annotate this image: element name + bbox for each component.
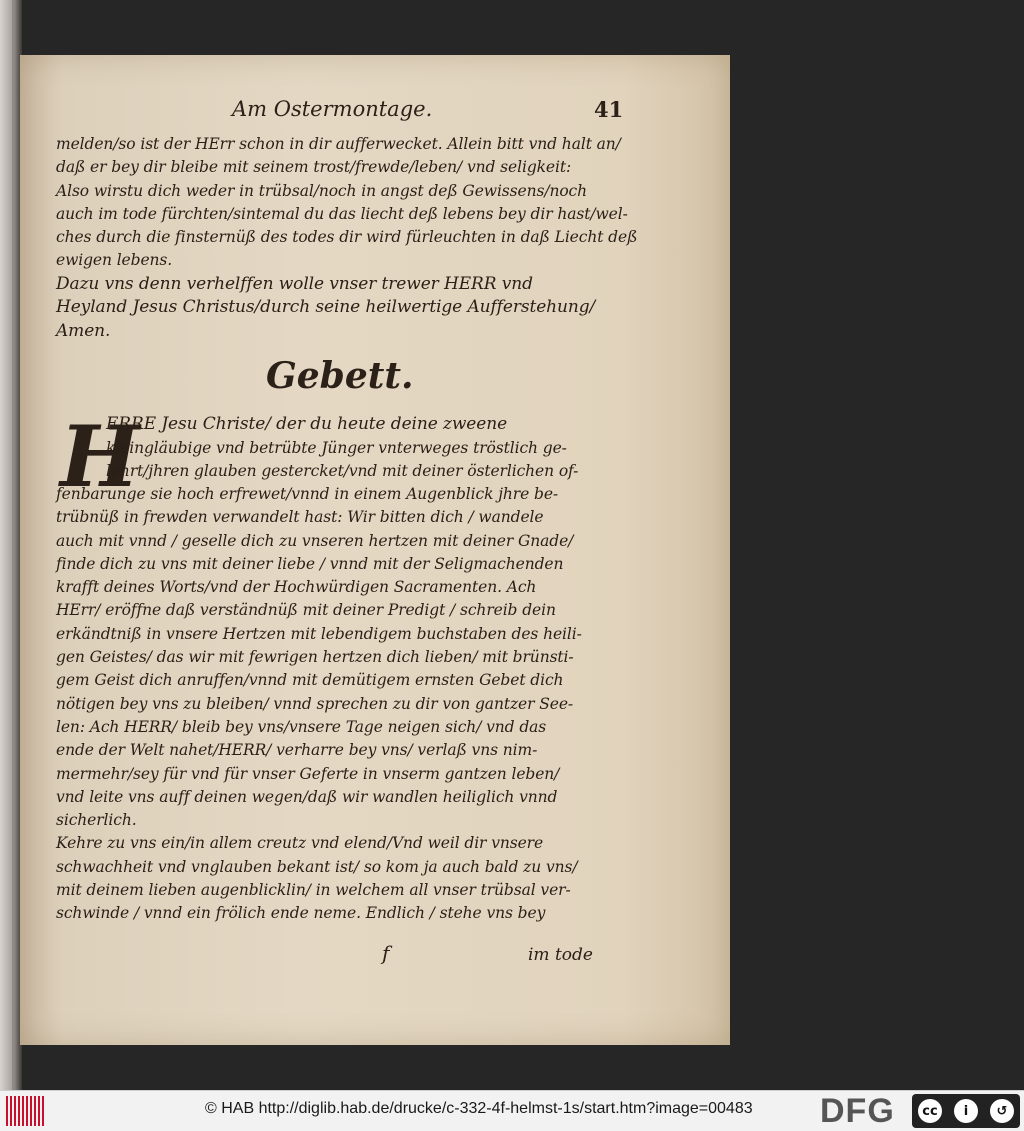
sermon-ending <box>56 133 638 344</box>
text-line: fenbarunge sie hoch erfrewet/vnnd in einem Augenblick jhre be- <box>56 485 559 503</box>
text-line: ewigen lebens. <box>56 251 173 270</box>
text-line: mit deinem lieben augenblicklin/ in welchem all vnser trübsal ver- <box>56 881 571 900</box>
cc-icon: cc <box>918 1099 942 1123</box>
text-line: HErr/ eröffne daß verständnüß mit deiner Predigt / schreib dein <box>56 601 556 620</box>
text-line: mermehr/sey für vnd für vnser Geferte in vnserm gantzen leben/ <box>56 764 560 783</box>
page-number: 41 <box>594 97 624 122</box>
prayer-first-lines <box>106 413 606 483</box>
signature-mark: f <box>382 941 390 965</box>
book-page <box>20 55 730 1045</box>
text-line: sicherlich. <box>56 811 137 830</box>
text-line: Heyland Jesus Christus/durch seine heilwertige Aufferstehung/ <box>56 297 596 318</box>
running-head: Am Ostermontage. <box>232 97 433 121</box>
text-line: gem Geist dich anruffen/vnnd mit demütigem ernsten Gebet dich <box>56 671 564 690</box>
text-line: kleingläubige vnd betrübte Jünger vnterweges tröstlich ge- <box>106 438 567 457</box>
text-line: Also wirstu dich weder in trübsal/noch in angst deß Gewissens/noch <box>56 181 588 200</box>
by-icon: i <box>954 1099 978 1123</box>
text-line: ERRE Jesu Christe/ der du heute deine zweene <box>106 414 508 434</box>
text-line: Amen. <box>56 320 111 341</box>
previous-page-edge <box>0 0 22 1090</box>
text-line: lehrt/jhren glauben gestercket/vnd mit deiner österlichen of- <box>106 461 579 480</box>
text-line: Dazu vns denn verhelffen wolle vnser trewer HERR vnd <box>56 273 533 294</box>
initial-letter: H <box>60 407 140 506</box>
text-line: schwachheit vnd vnglauben bekant ist/ so kom ja auch bald zu vns/ <box>56 857 578 876</box>
page-edge-line <box>12 0 14 1090</box>
hab-barcode-icon <box>6 1096 46 1126</box>
sa-icon: ↺ <box>990 1099 1014 1123</box>
cc-license-badge[interactable] <box>912 1094 1020 1128</box>
text-line: erkändtniß in vnsere Hertzen mit lebendigem buchstaben des heili- <box>56 624 582 643</box>
text-line: Kehre zu vns ein/in allem creutz vnd elend/Vnd weil dir vnsere <box>56 834 544 853</box>
dfg-logo: DFG <box>820 1092 895 1130</box>
prayer-heading: Gebett. <box>266 355 414 397</box>
text-line: gen Geistes/ das wir mit fewrigen hertzen dich lieben/ mit brünsti- <box>56 648 574 667</box>
catchword: im tode <box>528 945 593 965</box>
text-line: auch mit vnnd / geselle dich zu vnseren hertzen mit deiner Gnade/ <box>56 531 574 550</box>
text-line: daß er bey dir bleibe mit seinem trost/frewde/leben/ vnd seligkeit: <box>56 158 572 177</box>
text-line: ende der Welt nahet/HERR/ verharre bey vns/ verlaß vns nim- <box>56 741 538 760</box>
text-line: finde dich zu vns mit deiner liebe / vnnd mit der Seligmachenden <box>56 554 564 573</box>
text-line: vnd leite vns auff deinen wegen/daß wir wandlen heiliglich vnnd <box>56 787 558 806</box>
prayer-text <box>56 483 601 926</box>
source-credit-link[interactable]: © HAB http://diglib.hab.de/drucke/c-332-4f-helmst-1s/start.htm?image=00483 <box>205 1100 753 1117</box>
text-line: len: Ach HERR/ bleib bey vns/vnsere Tage neigen sich/ vnd das <box>56 717 547 736</box>
text-line: ches durch die finsternüß des todes dir wird fürleuchten in daß Liecht deß <box>56 228 638 247</box>
text-line: krafft deines Worts/vnd der Hochwürdigen Sacramenten. Ach <box>56 578 537 597</box>
text-line: trübnüß in frewden verwandelt hast: Wir bitten dich / wandele <box>56 508 544 527</box>
text-line: auch im tode fürchten/sintemal du das liecht deß lebens bey dir hast/wel- <box>56 204 628 223</box>
text-line: melden/so ist der HErr schon in dir aufferwecket. Allein bitt vnd halt an/ <box>56 135 621 153</box>
text-line: schwinde / vnnd ein frölich ende neme. Endlich / stehe vns bey <box>56 904 546 923</box>
viewer-footer <box>0 1090 1024 1131</box>
text-line: nötigen bey vns zu bleiben/ vnnd sprechen zu dir von gantzer See- <box>56 694 574 713</box>
